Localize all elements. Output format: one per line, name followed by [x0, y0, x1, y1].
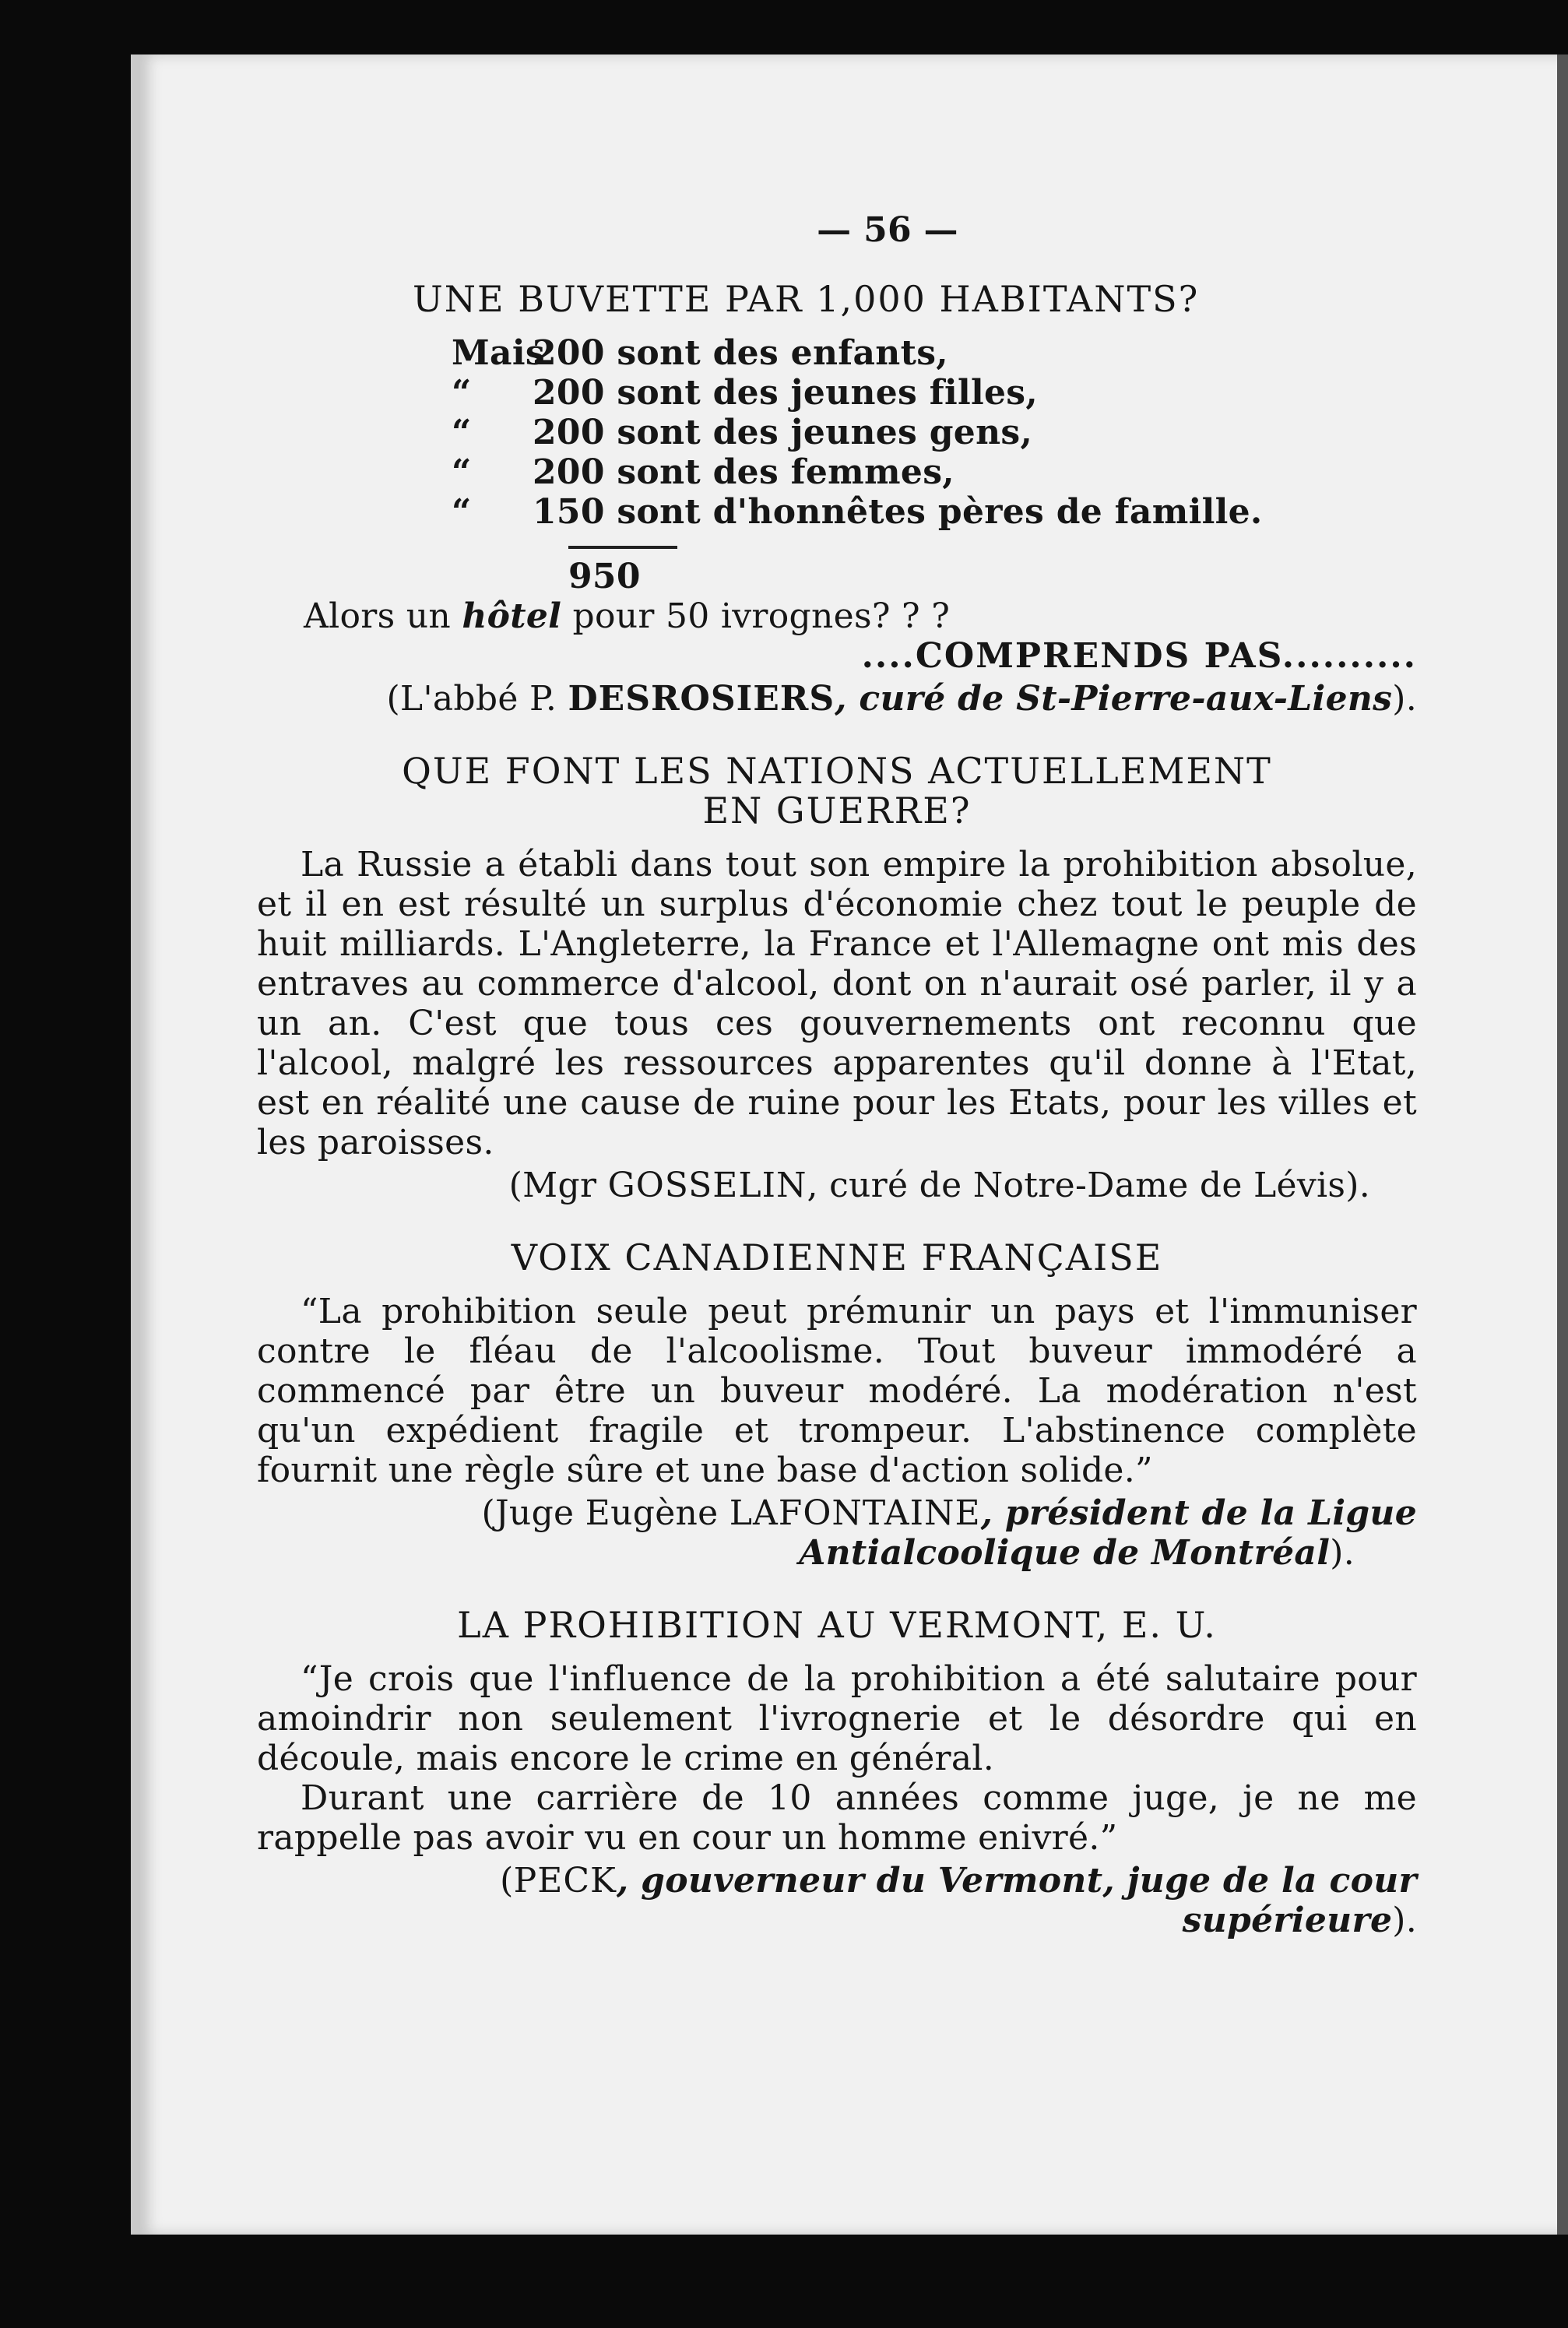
question-emphasis: hôtel: [462, 596, 562, 636]
vermont-body-2: Durant une carrière de 10 années comme juge, je ne me rappelle pas avoir vu en cour un homme enivré.”: [257, 1778, 1417, 1858]
stat-total: 950: [568, 557, 641, 596]
attrib-end: , curé de Notre-Dame de Lévis).: [807, 1166, 1370, 1205]
buvette-question: [304, 596, 1417, 636]
attrib-text: (: [500, 1861, 514, 1901]
stat-lead: “: [452, 452, 472, 492]
attrib-name: LAFONTAINE: [729, 1493, 981, 1533]
buvette-attribution: [257, 679, 1417, 719]
attrib-end: ).: [1330, 1533, 1355, 1573]
stat-text: 200 sont des femmes,: [533, 452, 955, 492]
page-edge: [1557, 55, 1568, 2235]
attrib-text: (Mgr: [508, 1166, 608, 1205]
voix-body: “La prohibition seule peut prémunir un pays et l'immuniser contre le fléau de l'alcoolisme. Tout buveur immodéré a commencé par être un buveur modéré. La modération n'est qu'un expédient fragile et trompeur. L'abstinence complète fournit une règle sûre et une base d'action solide.”: [257, 1292, 1417, 1490]
vermont-attribution: [257, 1861, 1417, 1940]
attrib-end: ).: [1392, 679, 1417, 719]
attrib-italic: , président de la Ligue: [980, 1493, 1417, 1533]
stat-text: 200 sont des jeunes gens,: [533, 413, 1033, 452]
stat-line: [452, 373, 1417, 413]
attrib-name: GOSSELIN: [607, 1166, 807, 1205]
attrib-italic: , curé de St-Pierre-aux-Liens: [835, 679, 1393, 719]
nations-section: [257, 751, 1417, 1940]
stat-list: [452, 333, 1417, 596]
stat-line: [452, 333, 1417, 373]
attrib-name: PECK: [513, 1861, 617, 1901]
page-text: [257, 210, 1417, 1940]
comprends-pas: ....COMPRENDS PAS..........: [861, 636, 1417, 676]
attrib-italic: , gouverneur du Vermont, juge de la cour supérieure: [616, 1861, 1417, 1940]
vermont-body-1: “Je crois que l'influence de la prohibition a été salutaire pour amoindrir non seulement l'ivrognerie et le désordre qui en découle, mais encore le crime en général.: [257, 1659, 1417, 1778]
attrib-text: (L'abbé P.: [386, 679, 568, 719]
stat-text: 200 sont des enfants,: [533, 333, 948, 373]
stat-line: [452, 413, 1417, 452]
nations-attribution: [257, 1166, 1417, 1205]
attrib-end: ).: [1392, 1901, 1417, 1940]
attrib-text: (Juge Eugène: [481, 1493, 730, 1533]
question-text: Alors un: [304, 596, 462, 636]
buvette-title: UNE BUVETTE PAR 1,000 HABITANTS?: [413, 278, 1200, 320]
question-text-end: pour 50 ivrognes? ? ?: [561, 596, 951, 636]
stat-line: [452, 492, 1417, 532]
stat-line: [452, 452, 1417, 492]
stat-lead: “: [452, 492, 472, 532]
attrib-italic: Antialcoolique de Montréal: [799, 1533, 1331, 1573]
stat-text: 200 sont des jeunes filles,: [533, 373, 1039, 413]
voix-attribution: [257, 1493, 1417, 1533]
voix-attribution-line2: [257, 1533, 1417, 1573]
stat-text: 150 sont d'honnêtes pères de famille.: [533, 492, 1263, 532]
vermont-title: LA PROHIBITION AU VERMONT, E. U.: [457, 1604, 1217, 1646]
stat-lead: “: [452, 373, 472, 413]
nations-title-line2: EN GUERRE?: [702, 789, 972, 832]
nations-body: La Russie a établi dans tout son empire la prohibition absolue, et il en est résulté un surplus d'économie chez tout le peuple de huit milliards. L'Angleterre, la France et l'Allemagne ont mis des entraves au commerce d'alcool, dont on n'aurait osé parler, il y a un an. C'est que tous ces gouvernements ont reconnu que l'alcool, malgré les ressources apparentes qu'il donne à l'Etat, est en réalité une cause de ruine pour les Etats, pour les villes et les paroisses.: [257, 845, 1417, 1162]
nations-title-line1: QUE FONT LES NATIONS ACTUELLEMENT: [402, 750, 1272, 792]
stat-lead: Mais: [452, 333, 545, 373]
sum-rule: [568, 546, 677, 549]
stat-lead: “: [452, 413, 472, 452]
attrib-name: DESROSIERS: [568, 679, 835, 719]
voix-title: VOIX CANADIENNE FRANÇAISE: [511, 1236, 1163, 1278]
page-number: — 56 —: [817, 210, 958, 250]
